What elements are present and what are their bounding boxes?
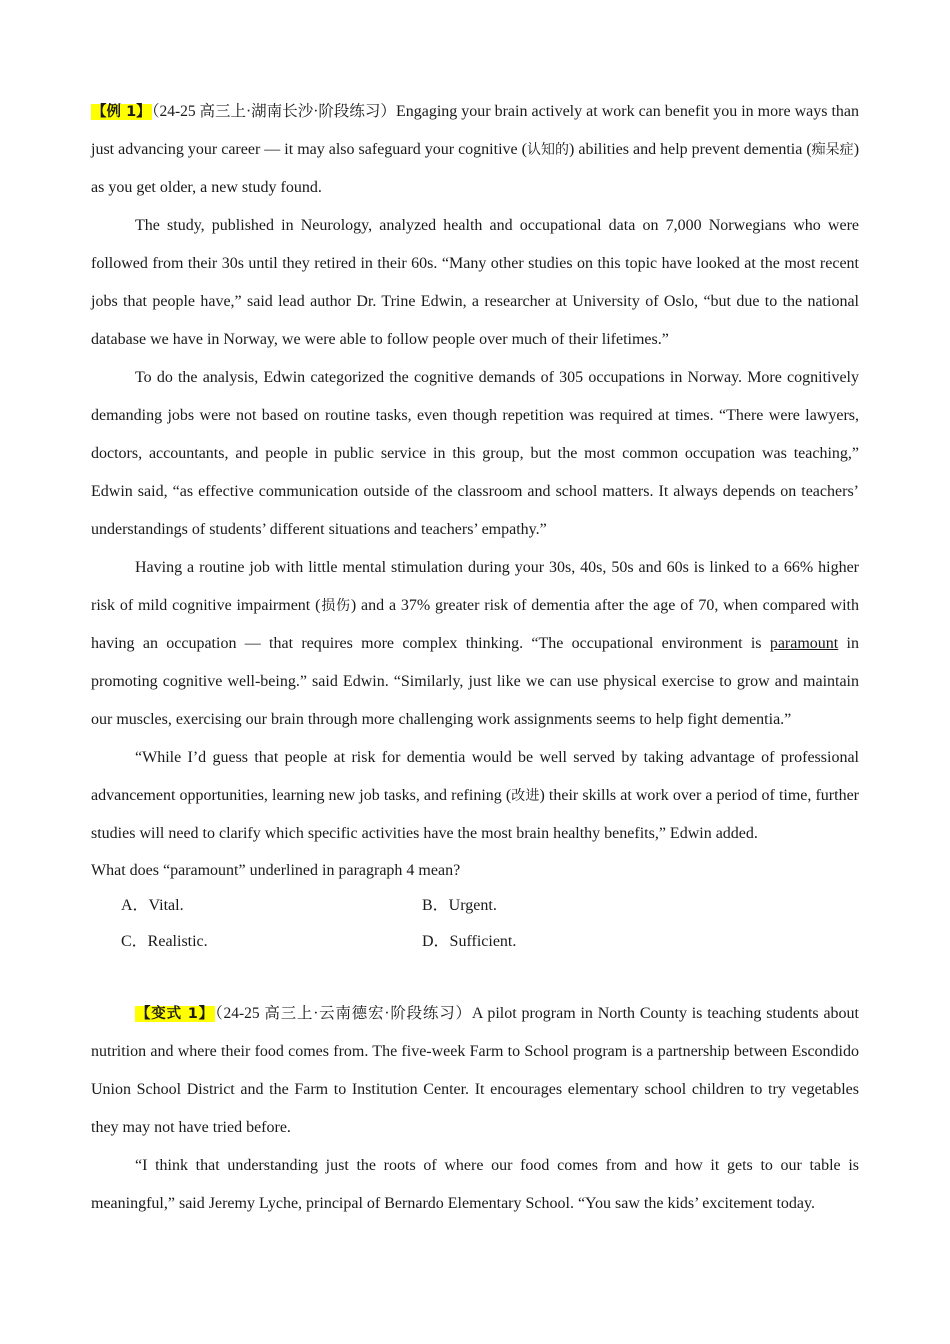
option-c: C．Realistic. bbox=[121, 933, 208, 950]
variant1-paragraph-2: “I think that understanding just the roots of where our food comes from and how it gets to our table is meaningful,” said Jeremy Lyche, principal of Bernardo Elementary School. “You saw the kids’ excitement today. bbox=[91, 1157, 859, 1212]
example1-p5-gloss: 改进 bbox=[511, 788, 540, 804]
example1-p1-gloss-1: 认知的 bbox=[526, 142, 570, 158]
example1-paragraph-4 bbox=[91, 549, 859, 739]
option-b: B．Urgent. bbox=[422, 897, 497, 914]
example1-paragraph-1 bbox=[91, 93, 859, 207]
options-row-1 bbox=[121, 888, 859, 924]
example1-paragraph-3: To do the analysis, Edwin categorized the cognitive demands of 305 occupations in Norway. More cognitively demanding jobs were not based on routine tasks, even though repetition was required at times. “There were lawyers, doctors, accountants, and people in public service in this group, but the most common occupation was teaching,” Edwin said, “as effective communication outside of the classroom and school matters. It always depends on teachers’ understandings of students’ different situations and teachers’ empathy.” bbox=[91, 369, 859, 538]
example1-p4-text-b: ) and a 37% greater risk of dementia after the age of 70, when compared with having an occupation — that requires more complex thinking. “The occupational environment is bbox=[91, 597, 860, 652]
underlined-word-paramount: paramount bbox=[769, 635, 839, 652]
document-page bbox=[91, 93, 859, 1223]
variant1-p1-text: A pilot program in North County is teaching students about nutrition and where their food comes from. The five-week Farm to School program is a partnership between Escondido Union School District and the Farm to Institution Center. It encourages elementary school children to try vegetables they may not have tried before. bbox=[91, 1005, 859, 1136]
example1-p5-text-b: ) their skills at work over a period of time, further studies will need to clarify which specific activities have the most brain healthy benefits,” Edwin added. bbox=[91, 787, 860, 842]
example1-p4-text-a: Having a routine job with little mental stimulation during your 30s, 40s, 50s and 60s is linked to a 66% higher risk of mild cognitive impairment ( bbox=[91, 559, 859, 614]
example1-p1-text-c: ) as you get older, a new study found. bbox=[91, 141, 860, 196]
variant1-paragraph-1 bbox=[91, 995, 859, 1147]
example1-p1-gloss-2: 痴呆症 bbox=[811, 142, 854, 158]
variant1-tag: 【变式 1】 bbox=[136, 1006, 214, 1022]
variant1-source: （24-25 高三上·云南德宏·阶段练习） bbox=[214, 1005, 472, 1022]
example1-p5-text-a: “While I’d guess that people at risk for dementia would be well served by taking advantage of professional advancement opportunities, learning new job tasks, and refining ( bbox=[91, 749, 859, 804]
example1-p1-text-b: ) abilities and help prevent dementia ( bbox=[569, 141, 812, 158]
option-d: D．Sufficient. bbox=[422, 933, 517, 950]
example1-p4-text-c: in promoting cognitive well-being.” said Edwin. “Similarly, just like we can use physical exercise to grow and maintain our muscles, exercising our brain through more challenging work assignments seems to help fight dementia.” bbox=[91, 635, 859, 728]
answer-options bbox=[91, 888, 859, 960]
example1-paragraph-2: The study, published in Neurology, analyzed health and occupational data on 7,000 Norwegians who were followed from their 30s until they retired in their 60s. “Many other studies on this topic have looked at the most recent jobs that people have,” said lead author Dr. Trine Edwin, a researcher at University of Oslo, “but due to the national database we have in Norway, we were able to follow people over much of their lifetimes.” bbox=[91, 217, 859, 348]
example1-source: （24-25 高三上·湖南长沙·阶段练习） bbox=[151, 103, 396, 120]
example1-p4-gloss: 损伤 bbox=[320, 598, 351, 614]
example1-paragraph-5 bbox=[91, 739, 859, 853]
section-gap bbox=[91, 960, 859, 995]
options-row-2 bbox=[121, 924, 859, 960]
option-a: A．Vital. bbox=[121, 897, 184, 914]
example1-tag: 【例 1】 bbox=[92, 104, 151, 120]
example1-question: What does “paramount” underlined in paragraph 4 mean? bbox=[91, 862, 461, 879]
example1-p1-text-a: Engaging your brain actively at work can benefit you in more ways than just advancing your career — it may also safeguard your cognitive ( bbox=[91, 103, 860, 158]
